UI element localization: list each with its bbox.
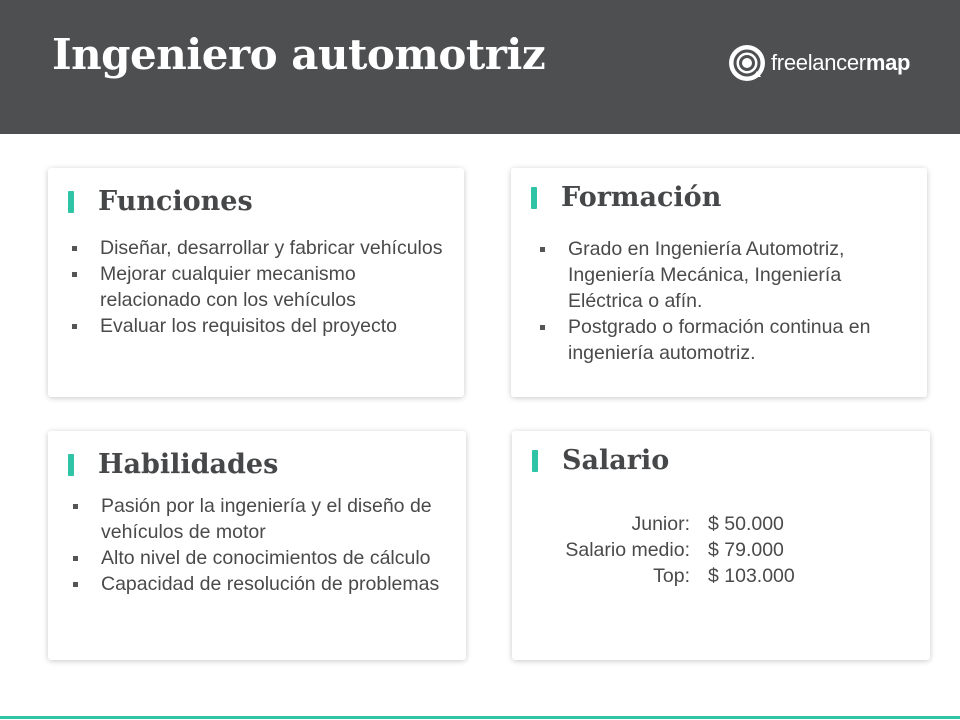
card-header — [68, 449, 278, 480]
list-item: Postgrado o formación continua en ingeniería automotriz. — [536, 314, 921, 366]
funciones-list — [68, 235, 448, 339]
accent-bar — [68, 454, 74, 476]
card-habilidades — [48, 431, 466, 660]
salary-table — [540, 511, 795, 589]
list-item: Evaluar los requisitos del proyecto — [68, 313, 448, 339]
card-salario — [512, 431, 930, 660]
logo-text-light: freelancer — [771, 50, 866, 75]
salary-label: Salario medio: — [565, 539, 690, 561]
list-item: Pasión por la ingeniería y el diseño de vehículos de motor — [69, 493, 459, 545]
card-header — [68, 186, 253, 217]
salary-label: Top: — [653, 565, 690, 587]
freelancermap-logo-icon — [727, 43, 767, 83]
card-title-funciones: Funciones — [98, 186, 253, 217]
list-item: Grado en Ingeniería Automotriz, Ingeniería Mecánica, Ingeniería Eléctrica o afín. — [536, 236, 921, 314]
list-item: Mejorar cualquier mecanismo relacionado con los vehículos — [68, 261, 448, 313]
list-item: Capacidad de resolución de problemas — [69, 571, 459, 597]
salary-label: Junior: — [631, 513, 690, 535]
list-item: Alto nivel de conocimientos de cálculo — [69, 545, 459, 571]
header-bar — [0, 0, 960, 134]
card-title-habilidades: Habilidades — [98, 449, 279, 480]
page-title: Ingeniero automotriz — [52, 30, 546, 79]
accent-bar — [68, 191, 74, 213]
formacion-list — [536, 236, 921, 366]
salary-value: $ 50.000 — [708, 513, 784, 535]
accent-bar — [532, 450, 538, 472]
card-title-salario: Salario — [562, 445, 670, 476]
salary-row-junior — [540, 511, 795, 537]
freelancermap-logo[interactable] — [727, 43, 910, 83]
card-formacion — [511, 168, 927, 397]
card-header — [532, 445, 669, 476]
salary-row-medio — [540, 537, 795, 563]
salary-value: $ 103.000 — [708, 565, 795, 587]
list-item: Diseñar, desarrollar y fabricar vehículos — [68, 235, 448, 261]
habilidades-list — [69, 493, 459, 597]
salary-value: $ 79.000 — [708, 539, 784, 561]
salary-row-top — [540, 563, 795, 589]
card-title-formacion: Formación — [561, 182, 722, 213]
logo-text-bold: map — [865, 50, 911, 75]
accent-bar — [531, 187, 537, 209]
card-header — [531, 182, 721, 213]
card-funciones — [48, 168, 464, 397]
footer-accent-line — [0, 716, 960, 719]
logo-wordmark — [771, 50, 910, 76]
